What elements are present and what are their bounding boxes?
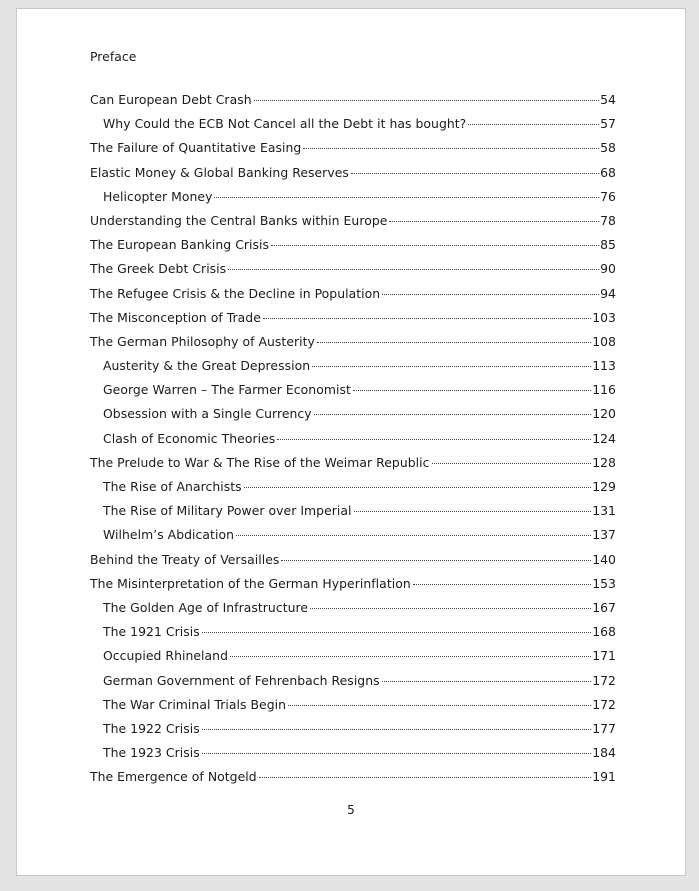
toc-subentry[interactable] [90,354,616,378]
toc-subentry[interactable] [90,499,616,523]
toc-subentry[interactable] [90,402,616,426]
toc-entry-page-number: 131 [592,503,616,519]
dot-leader [354,511,592,512]
toc-entry-page-number: 85 [600,237,616,253]
toc-entry-page-number: 68 [600,164,616,180]
dot-leader [303,148,599,149]
toc-entry-title: Wilhelm’s Abdication [103,527,234,543]
toc-entry-page-number: 172 [592,696,616,712]
toc-subentry[interactable] [90,112,616,136]
toc-entry[interactable] [90,257,616,281]
toc-entry-title: The War Criminal Trials Begin [103,696,287,712]
dot-leader [288,705,591,706]
dot-leader [236,535,591,536]
toc-entry-title: Can European Debt Crash [90,92,252,107]
toc-entry-page-number: 90 [600,261,616,277]
dot-leader [202,753,591,754]
toc-entry-title: The Misinterpretation of the German Hyperinflation [90,575,411,591]
toc-entry-page-number: 137 [592,527,616,543]
toc-entry-title: The Emergence of Notgeld [90,769,257,785]
toc-entry-title: Understanding the Central Banks within Europe [90,212,388,228]
toc-entry[interactable] [90,548,616,572]
toc-entry-page-number: 128 [592,454,616,470]
toc-entry-page-number: 191 [592,769,616,785]
toc-entry[interactable] [90,765,616,789]
dot-leader [312,366,591,367]
dot-leader [468,124,599,125]
toc-entry-page-number: 113 [592,358,616,374]
toc-entry[interactable] [90,306,616,330]
toc-subentry[interactable] [90,620,616,644]
toc-entry-page-number: 129 [592,479,616,494]
dot-leader [228,269,599,270]
toc-entry-title: The German Philosophy of Austerity [90,333,315,349]
page-number: 5 [347,803,355,817]
dot-leader [244,487,592,488]
toc-entry-page-number: 184 [592,745,616,761]
preface-heading: Preface [90,49,137,64]
dot-leader [382,294,599,295]
dot-leader [277,439,591,440]
toc-subentry[interactable] [90,669,616,693]
toc-entry-title: The Refugee Crisis & the Decline in Population [90,285,381,301]
dot-leader [317,342,591,343]
dot-leader [353,390,591,391]
dot-leader [432,463,592,464]
toc-entry-title: The Golden Age of Infrastructure [103,599,309,615]
toc-entry-page-number: 58 [600,140,616,156]
toc-subentry[interactable] [90,475,616,499]
toc-entry-page-number: 167 [592,599,616,615]
toc-subentry[interactable] [90,378,616,402]
dot-leader [259,777,592,778]
toc-entry-page-number: 168 [592,624,616,640]
toc-subentry[interactable] [90,693,616,717]
toc-subentry[interactable] [90,741,616,765]
toc-entry-title: Helicopter Money [103,188,213,204]
dot-leader [271,245,599,246]
toc-entry-title: Why Could the ECB Not Cancel all the Debt it has bought? [103,116,467,132]
document-page [16,8,686,876]
toc-entry-title: Behind the Treaty of Versailles [90,551,280,567]
toc-entry-title: The Greek Debt Crisis [90,261,227,277]
toc-entry-title: German Government of Fehrenbach Resigns [103,672,380,688]
table-of-contents [90,47,616,789]
toc-entry[interactable] [90,233,616,257]
toc-entry-page-number: 76 [600,188,616,204]
toc-entry-title: The Failure of Quantitative Easing [90,140,302,156]
toc-subentry[interactable] [90,596,616,620]
toc-subentry[interactable] [90,185,616,209]
toc-entry-title: The 1923 Crisis [103,745,200,761]
toc-list [90,88,616,789]
toc-entry-title: The 1922 Crisis [103,720,200,736]
toc-entry-page-number: 171 [592,648,616,664]
toc-entry-title: The 1921 Crisis [103,624,200,640]
dot-leader [413,584,591,585]
toc-entry-title: Austerity & the Great Depression [103,358,311,374]
toc-entry-title: Occupied Rhineland [103,648,228,664]
toc-subentry[interactable] [90,644,616,668]
dot-leader [254,100,600,101]
toc-entry-page-number: 94 [600,285,616,301]
toc-subentry[interactable] [90,717,616,741]
dot-leader [230,656,591,657]
toc-subentry[interactable] [90,523,616,547]
toc-entry-title: The Prelude to War & The Rise of the Weimar Republic [90,454,430,470]
toc-entry[interactable] [90,136,616,160]
toc-entry-page-number: 108 [592,333,616,349]
toc-entry-page-number: 172 [592,672,616,688]
toc-entry[interactable] [90,209,616,233]
dot-leader [214,197,599,198]
toc-entry-page-number: 116 [592,382,616,398]
dot-leader [263,318,591,319]
toc-entry[interactable] [90,282,616,306]
toc-entry[interactable] [90,161,616,185]
toc-entry[interactable] [90,88,616,112]
toc-entry-title: The European Banking Crisis [90,237,270,253]
toc-entry-page-number: 78 [600,212,616,228]
toc-entry-page-number: 153 [592,575,616,591]
toc-entry-page-number: 177 [592,720,616,736]
toc-entry[interactable] [90,451,616,475]
toc-entry-title: Elastic Money & Global Banking Reserves [90,164,349,180]
dot-leader [351,173,599,174]
dot-leader [310,608,591,609]
dot-leader [202,632,591,633]
toc-entry-title: The Rise of Anarchists [103,479,242,494]
toc-entry-page-number: 124 [592,430,616,446]
toc-entry[interactable] [90,572,616,596]
toc-subentry[interactable] [90,427,616,451]
toc-entry-page-number: 103 [592,309,616,325]
toc-entry[interactable] [90,330,616,354]
dot-leader [314,414,592,415]
dot-leader [281,560,591,561]
dot-leader [202,729,591,730]
toc-entry-title: The Rise of Military Power over Imperial [103,503,352,519]
toc-entry-title: Clash of Economic Theories [103,430,276,446]
toc-entry-title: The Misconception of Trade [90,309,261,325]
toc-entry-title: George Warren – The Farmer Economist [103,382,351,398]
toc-entry-page-number: 120 [592,406,616,422]
dot-leader [382,681,592,682]
toc-entry-title: Obsession with a Single Currency [103,406,312,422]
toc-entry-page-number: 57 [600,116,616,132]
dot-leader [389,221,599,222]
toc-entry-page-number: 54 [600,92,616,107]
toc-entry-page-number: 140 [592,551,616,567]
